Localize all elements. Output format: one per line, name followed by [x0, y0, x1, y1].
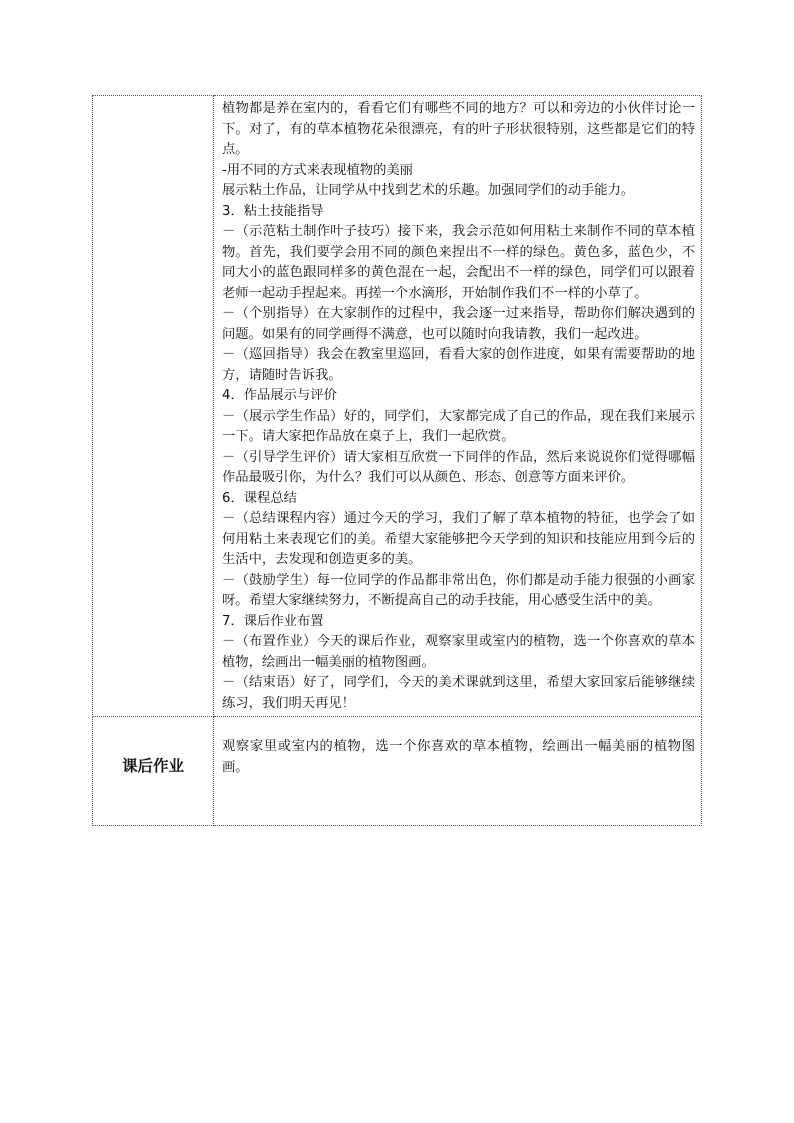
- paragraph-show-clay-works: 展示粘土作品，让同学从中找到艺术的乐趣。加强同学们的动手能力。: [222, 183, 635, 198]
- lesson-process-label-cell: [93, 96, 214, 717]
- lesson-plan-table: [92, 95, 702, 826]
- paragraph-encourage-students: －（鼓励学生）每一位同学的作品都非常出色，你们都是动手能力很强的小画家呀。希望大家继续努力，不断提高自己的动手技能，用心感受生活中的美。: [222, 572, 695, 608]
- paragraph-individual-guidance: －（个别指导）在大家制作的过程中，我会逐一过来指导，帮助你们解决遇到的问题。如果有的同学画得不满意，也可以随时向我请教，我们一起改进。: [222, 306, 695, 342]
- paragraph-summarize-content: －（总结课程内容）通过今天的学习，我们了解了草本植物的特征，也学会了如何用粘土来表现它们的美。希望大家能够把今天学到的知识和技能应用到今后的生活中，去发现和创造更多的美。: [222, 511, 695, 567]
- homework-row: [93, 717, 702, 826]
- paragraph-express-beauty: -用不同的方式来表现植物的美丽: [222, 162, 413, 178]
- lesson-process-row: [93, 96, 702, 717]
- lesson-process-content-cell: [214, 96, 702, 717]
- paragraph-closing-remarks: －（结束语）好了，同学们，今天的美术课就到这里，希望大家回家后能够继续练习，我们明天再见！: [222, 675, 695, 711]
- section-heading-summary: 6．课程总结: [222, 490, 297, 506]
- paragraph-leaf-demo: －（示范粘土制作叶子技巧）接下来，我会示范如何用粘土来制作不同的草本植物。首先，我们要学会用不同的颜色来捏出不一样的绿色。黄色多，蓝色少，不同大小的蓝色跟同样多的黄色混在一起，会配出不一样的绿色，同学们可以跟着老师一起动手捏起来。再搓一个水滴形，开始制作我们不一样的小草了。: [222, 224, 695, 301]
- section-heading-homework-assign: 7．课后作业布置: [222, 613, 324, 629]
- section-heading-clay-skills: 3．粘土技能指导: [222, 203, 324, 219]
- homework-content-cell: [214, 717, 702, 826]
- homework-label-cell: [93, 717, 214, 826]
- paragraph-patrol-guidance: －（巡回指导）我会在教室里巡回，看看大家的创作进度，如果有需要帮助的地方，请随时告诉我。: [222, 347, 695, 383]
- paragraph-assign-homework: －（布置作业）今天的课后作业，观察家里或室内的植物，选一个你喜欢的草本植物，绘画出一幅美丽的植物图画。: [222, 634, 695, 670]
- homework-label: 课后作业: [121, 757, 184, 775]
- paragraph-show-student-works: －（展示学生作品）好的，同学们，大家都完成了自己的作品，现在我们来展示一下。请大家把作品放在桌子上，我们一起欣赏。: [222, 408, 695, 444]
- homework-text: 观察家里或室内的植物，选一个你喜欢的草本植物，绘画出一幅美丽的植物图画。: [222, 739, 695, 775]
- paragraph-intro-discussion: 植物都是养在室内的，看看它们有哪些不同的地方？可以和旁边的小伙伴讨论一下。对了，有的草本植物花朵很漂亮，有的叶子形状很特别，这些都是它们的特点。: [222, 101, 695, 157]
- section-heading-showcase: 4．作品展示与评价: [222, 388, 337, 403]
- paragraph-guide-evaluation: －（引导学生评价）请大家相互欣赏一下同伴的作品，然后来说说你们觉得哪幅作品最吸引你，为什么？我们可以从颜色、形态、创意等方面来评价。: [222, 449, 695, 485]
